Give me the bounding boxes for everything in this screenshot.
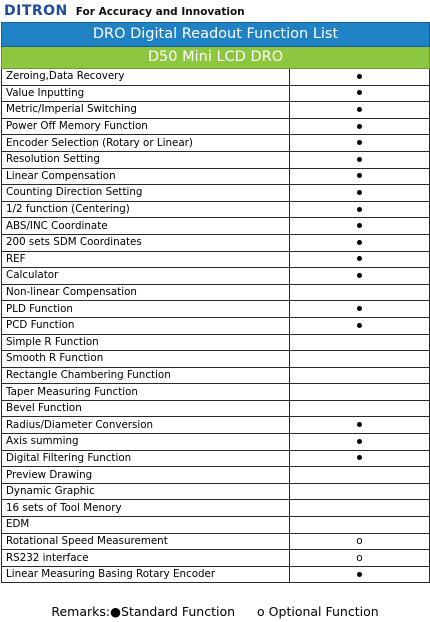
- optional-mark: o: [356, 551, 363, 564]
- table-row: [2, 151, 430, 168]
- table-row: [2, 467, 430, 484]
- feature-name: Smooth R Function: [2, 351, 290, 368]
- availability-mark: [290, 384, 430, 401]
- feature-name: Value Inputting: [2, 85, 290, 102]
- availability-mark: [290, 417, 430, 434]
- availability-mark: [290, 500, 430, 517]
- standard-bullet-icon: [357, 455, 362, 460]
- feature-name: Dynamic Graphic: [2, 483, 290, 500]
- availability-mark: [290, 483, 430, 500]
- standard-bullet-icon: [357, 107, 362, 112]
- standard-bullet-icon: [357, 273, 362, 278]
- availability-mark: [290, 234, 430, 251]
- feature-name: Rotational Speed Measurement: [2, 533, 290, 550]
- standard-bullet-icon: [357, 306, 362, 311]
- availability-mark: [290, 334, 430, 351]
- standard-bullet-icon: [357, 157, 362, 162]
- brand-tagline: For Accuracy and Innovation: [75, 6, 245, 18]
- table-row: [2, 251, 430, 268]
- feature-name: 16 sets of Tool Menory: [2, 500, 290, 517]
- feature-name: Linear Measuring Basing Rotary Encoder: [2, 566, 290, 583]
- standard-bullet-icon: [357, 422, 362, 427]
- availability-mark: [290, 185, 430, 202]
- availability-mark: [290, 434, 430, 451]
- remarks-legend: [0, 604, 430, 619]
- optional-mark: o: [356, 534, 363, 547]
- table-row: [2, 334, 430, 351]
- feature-name: ABS/INC Coordinate: [2, 218, 290, 235]
- availability-mark: [290, 517, 430, 534]
- standard-bullet-icon: [357, 124, 362, 129]
- standard-bullet-icon: [357, 256, 362, 261]
- availability-mark: [290, 450, 430, 467]
- availability-mark: [290, 268, 430, 285]
- feature-name: Radius/Diameter Conversion: [2, 417, 290, 434]
- feature-name: Metric/Imperial Switching: [2, 102, 290, 119]
- ditron-logo: DITRON: [4, 3, 68, 19]
- table-row: [2, 434, 430, 451]
- availability-mark: [290, 168, 430, 185]
- feature-name: Taper Measuring Function: [2, 384, 290, 401]
- feature-name: Preview Drawing: [2, 467, 290, 484]
- table-row: [2, 566, 430, 583]
- availability-mark: [290, 284, 430, 301]
- table-row: [2, 533, 430, 550]
- table-row: [2, 85, 430, 102]
- availability-mark: [290, 201, 430, 218]
- feature-name: Zeroing,Data Recovery: [2, 69, 290, 86]
- remarks-prefix: Remarks:: [51, 604, 111, 619]
- feature-name: Digital Filtering Function: [2, 450, 290, 467]
- standard-bullet-icon: [357, 173, 362, 178]
- availability-mark: [290, 367, 430, 384]
- table-row: [2, 301, 430, 318]
- feature-name: EDM: [2, 517, 290, 534]
- table-row: [2, 483, 430, 500]
- table-row: [2, 367, 430, 384]
- feature-name: Non-linear Compensation: [2, 284, 290, 301]
- availability-mark: [290, 102, 430, 119]
- standard-bullet-icon: [357, 323, 362, 328]
- feature-name: 1/2 function (Centering): [2, 201, 290, 218]
- table-row: [2, 317, 430, 334]
- table-row: [2, 500, 430, 517]
- feature-name: PLD Function: [2, 301, 290, 318]
- table-row: [2, 268, 430, 285]
- availability-mark: [290, 85, 430, 102]
- availability-mark: [290, 218, 430, 235]
- standard-bullet-icon: [357, 223, 362, 228]
- optional-label: Optional Function: [268, 604, 379, 619]
- standard-bullet-icon: [357, 240, 362, 245]
- feature-name: 200 sets SDM Coordinates: [2, 234, 290, 251]
- standard-bullet-icon: [357, 74, 362, 79]
- table-row: [2, 118, 430, 135]
- feature-name: Simple R Function: [2, 334, 290, 351]
- availability-mark: [290, 301, 430, 318]
- table-row: [2, 135, 430, 152]
- table-row: [2, 69, 430, 86]
- availability-mark: [290, 118, 430, 135]
- table-row: [2, 517, 430, 534]
- standard-bullet-icon: [357, 190, 362, 195]
- table-row: [2, 284, 430, 301]
- standard-label: Standard Function: [121, 604, 236, 619]
- table-row: [2, 168, 430, 185]
- feature-name: Counting Direction Setting: [2, 185, 290, 202]
- standard-bullet-icon: [357, 207, 362, 212]
- feature-name: Bevel Function: [2, 400, 290, 417]
- feature-name: REF: [2, 251, 290, 268]
- table-row: [2, 218, 430, 235]
- feature-name: Power Off Memory Function: [2, 118, 290, 135]
- feature-name: Resolution Setting: [2, 151, 290, 168]
- table-row: [2, 201, 430, 218]
- standard-bullet-icon: [357, 140, 362, 145]
- availability-mark: [290, 317, 430, 334]
- table-row: [2, 550, 430, 567]
- feature-name: PCD Function: [2, 317, 290, 334]
- model-row: [2, 47, 430, 69]
- feature-name: RS232 interface: [2, 550, 290, 567]
- table-row: [2, 102, 430, 119]
- feature-name: Encoder Selection (Rotary or Linear): [2, 135, 290, 152]
- table-row: [2, 450, 430, 467]
- table-row: [2, 400, 430, 417]
- optional-symbol: o: [257, 604, 265, 619]
- availability-mark: [290, 135, 430, 152]
- function-list-table: [1, 22, 430, 583]
- table-row: [2, 351, 430, 368]
- availability-mark: [290, 151, 430, 168]
- table-row: [2, 234, 430, 251]
- standard-symbol: ●: [110, 604, 122, 619]
- table-row: [2, 185, 430, 202]
- availability-mark: [290, 400, 430, 417]
- feature-name: Rectangle Chambering Function: [2, 367, 290, 384]
- title-row: [2, 23, 430, 47]
- availability-mark: [290, 550, 430, 567]
- feature-name: Calculator: [2, 268, 290, 285]
- brand-header: [4, 3, 245, 21]
- function-list-table-wrapper: [1, 22, 429, 583]
- standard-bullet-icon: [357, 90, 362, 95]
- model-name: D50 Mini LCD DRO: [2, 47, 430, 69]
- standard-bullet-icon: [357, 572, 362, 577]
- standard-bullet-icon: [357, 439, 362, 444]
- feature-name: Axis summing: [2, 434, 290, 451]
- availability-mark: [290, 533, 430, 550]
- table-title: DRO Digital Readout Function List: [2, 23, 430, 47]
- table-row: [2, 384, 430, 401]
- table-row: [2, 417, 430, 434]
- availability-mark: [290, 351, 430, 368]
- feature-name: Linear Compensation: [2, 168, 290, 185]
- availability-mark: [290, 467, 430, 484]
- availability-mark: [290, 251, 430, 268]
- availability-mark: [290, 566, 430, 583]
- availability-mark: [290, 69, 430, 86]
